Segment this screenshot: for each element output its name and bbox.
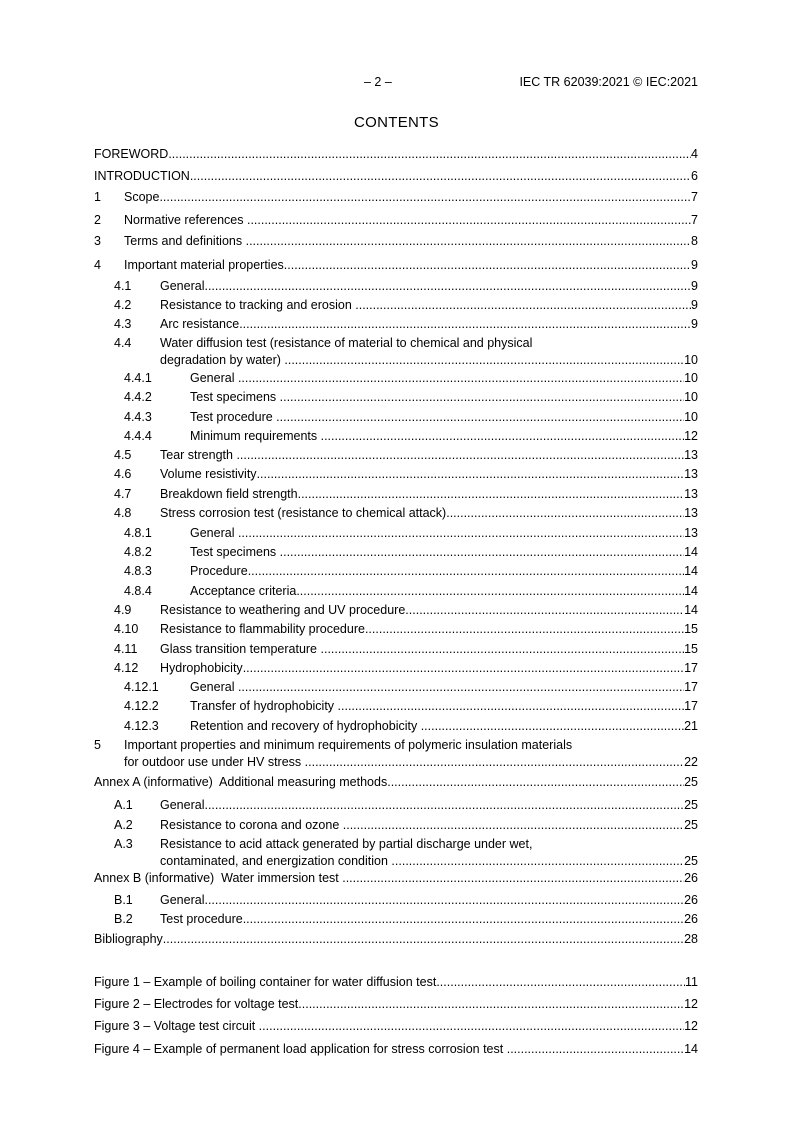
toc-entry-number: 4.10 [114,622,139,636]
toc-entry-label-line1: Important properties and minimum requirements of polymeric insulation materials [124,738,573,752]
toc-entry-page: 22 [684,755,698,769]
dot-leader [305,754,684,771]
toc-entry[interactable] [94,931,698,948]
toc-entry[interactable] [94,370,698,387]
toc-entry-label: Procedure [190,564,248,578]
toc-entry-label: General [190,371,238,385]
toc-entry-label: Bibliography [94,932,163,946]
toc-entry-page: 6 [691,169,698,183]
toc-entry-page: 15 [684,642,698,656]
toc-entry-label: Annex B (informative) Water immersion test [94,871,343,885]
dot-leader [259,1018,684,1035]
toc-entry-number: A.3 [114,837,133,851]
toc-entry-page: 28 [684,932,698,946]
dot-leader [248,563,684,580]
toc-entry-page: 25 [684,798,698,812]
dot-leader [257,466,685,483]
dot-leader [436,974,685,991]
toc-entry-number: 5 [94,738,101,752]
toc-entry[interactable] [94,505,698,522]
toc-entry-label: Breakdown field strength [160,487,298,501]
dot-leader [243,660,684,677]
toc-entry[interactable] [94,335,698,369]
toc-entry[interactable] [94,486,698,503]
toc-entry[interactable] [94,660,698,677]
toc-entry-page: 8 [691,234,698,248]
toc-entry-label: Test specimens [190,390,280,404]
toc-entry-number: 4.3 [114,317,132,331]
toc-entry-label: Arc resistance [160,317,240,331]
page-number: – 2 – [364,75,392,89]
toc-entry[interactable] [94,257,698,274]
toc-entry-number: 4.1 [114,279,132,293]
toc-entry-page: 14 [684,584,698,598]
toc-entry[interactable] [94,146,698,163]
toc-entry[interactable] [94,621,698,638]
toc-entry-label: Test procedure [190,410,277,424]
dot-leader [298,996,684,1013]
dot-leader [355,297,691,314]
toc-entry-number: 4.2 [114,298,132,312]
dot-leader [238,370,684,387]
toc-entry-page: 14 [684,545,698,559]
toc-entry-number: 1 [94,190,101,204]
toc-entry[interactable] [94,428,698,445]
figure-entry-page: 12 [684,1019,698,1033]
toc-entry-label: Transfer of hydrophobicity [190,699,338,713]
toc-entry-label: contaminated, and energization condition [160,854,392,868]
dot-leader [342,870,684,887]
toc-entry-page: 14 [684,603,698,617]
toc-entry[interactable] [94,447,698,464]
toc-entry-number: 4.8.3 [124,564,152,578]
dot-leader [239,316,691,333]
toc-entry[interactable] [94,774,698,791]
toc-entry-number: 4.8.2 [124,545,152,559]
toc-entry[interactable] [94,911,698,928]
toc-entry-page: 10 [684,353,698,367]
figure-entry-page: 14 [684,1042,698,1056]
dot-leader [391,853,684,870]
toc-entry-page: 13 [684,487,698,501]
figure-entry[interactable] [94,974,698,991]
dot-leader [238,525,684,542]
toc-entry[interactable] [94,679,698,696]
dot-leader [190,168,691,185]
toc-entry-label: Hydrophobicity [160,661,243,675]
contents-title: CONTENTS [354,114,439,131]
toc-entry-label: degradation by water) [160,353,285,367]
toc-entry-label: Test specimens [190,545,280,559]
toc-entry-number: 4.12.1 [124,680,159,694]
toc-entry[interactable] [94,817,698,834]
figure-entry[interactable] [94,1018,698,1035]
toc-entry-number: 4.11 [114,642,138,656]
toc-entry-page: 10 [684,390,698,404]
figure-entry-label: Figure 4 – Example of permanent load application for stress corrosion test [94,1042,507,1056]
toc-entry-number: 4.6 [114,467,132,481]
toc-entry[interactable] [94,641,698,658]
toc-entry-page: 25 [684,854,698,868]
toc-entry-page: 25 [684,818,698,832]
toc-entry-label: General [160,798,205,812]
toc-entry-page: 13 [684,526,698,540]
toc-entry-label: Terms and definitions [124,234,246,248]
toc-entry[interactable] [94,563,698,580]
toc-entry[interactable] [94,525,698,542]
toc-entry-label: Resistance to flammability procedure [160,622,365,636]
toc-entry-label: INTRODUCTION [94,169,190,183]
toc-entry[interactable] [94,892,698,909]
toc-entry-label: Retention and recovery of hydrophobicity [190,719,421,733]
toc-entry-number: 4.8.4 [124,584,152,598]
toc-entry[interactable] [94,698,698,715]
toc-entry-number: 2 [94,213,101,227]
toc-entry-label: Normative references [124,213,247,227]
toc-entry-label: Resistance to weathering and UV procedure [160,603,406,617]
dot-leader [204,892,684,909]
dot-leader [284,257,691,274]
dot-leader [338,698,685,715]
toc-entry[interactable] [94,233,698,250]
toc-entry-number: A.1 [114,798,133,812]
toc-entry-page: 7 [691,190,698,204]
toc-entry-page: 13 [684,467,698,481]
figure-entry-page: 11 [685,975,698,989]
toc-entry-label: Minimum requirements [190,429,321,443]
toc-entry-page: 9 [691,258,698,272]
toc-entry-label-line1: Water diffusion test (resistance of material to chemical and physical [160,336,533,350]
toc-entry-page: 7 [691,213,698,227]
figure-entry-label: Figure 1 – Example of boiling container for water diffusion test [94,975,437,989]
dot-leader [246,233,691,250]
dot-leader [280,389,684,406]
toc-entry-label: General [160,893,205,907]
toc-entry-label: Resistance to corona and ozone [160,818,343,832]
dot-leader [168,146,691,163]
figure-entry[interactable] [94,996,698,1013]
dot-leader [238,679,684,696]
figure-entry-label: Figure 3 – Voltage test circuit [94,1019,259,1033]
dot-leader [405,602,684,619]
toc-entry[interactable] [94,836,698,870]
dot-leader [159,189,691,206]
dot-leader [296,583,684,600]
toc-entry[interactable] [94,409,698,426]
toc-entry-label: Stress corrosion test (resistance to chemical attack) [160,506,447,520]
toc-entry-number: 4.9 [114,603,132,617]
toc-entry[interactable] [94,718,698,735]
dot-leader [236,447,684,464]
toc-entry[interactable] [94,389,698,406]
dot-leader [321,641,685,658]
toc-entry-page: 17 [684,699,698,713]
toc-entry-page: 14 [684,564,698,578]
toc-entry-page: 26 [684,912,698,926]
toc-entry-number: 4.12.2 [124,699,159,713]
dot-leader [365,621,684,638]
toc-entry-number: 4.4.4 [124,429,152,443]
toc-entry-page: 12 [684,429,698,443]
toc-entry-number: 4.8.1 [124,526,152,540]
toc-entry-number: 4.7 [114,487,132,501]
toc-entry-page: 21 [684,719,698,733]
toc-entry-label: Resistance to tracking and erosion [160,298,356,312]
toc-entry-page: 9 [691,317,698,331]
toc-entry-number: 4.12.3 [124,719,159,733]
toc-entry-label: Glass transition temperature [160,642,321,656]
toc-entry-label-line1: Resistance to acid attack generated by partial discharge under wet, [160,837,533,851]
toc-entry-page: 9 [691,279,698,293]
toc-entry-number: 4.12 [114,661,139,675]
toc-entry-number: 4 [94,258,101,272]
dot-leader [163,931,684,948]
toc-entry-label: General [190,680,238,694]
toc-entry-label: FOREWORD [94,147,169,161]
dot-leader [387,774,684,791]
toc-entry[interactable] [94,316,698,333]
dot-leader [276,409,684,426]
toc-entry-number: A.2 [114,818,133,832]
toc-entry[interactable] [94,189,698,206]
figure-entry-page: 12 [684,997,698,1011]
toc-entry-page: 10 [684,371,698,385]
toc-entry-number: 4.4.3 [124,410,152,424]
toc-entry[interactable] [94,168,698,185]
dot-leader [280,544,684,561]
toc-entry-page: 17 [684,680,698,694]
dot-leader [446,505,684,522]
dot-leader [343,817,684,834]
toc-entry-label: Acceptance criteria [190,584,297,598]
toc-entry-number: 4.4.1 [124,371,152,385]
dot-leader [507,1041,684,1058]
toc-entry-label: Tear strength [160,448,237,462]
dot-leader [321,428,685,445]
toc-entry-label: General [190,526,238,540]
toc-entry[interactable] [94,297,698,314]
toc-entry-number: 4.4 [114,336,132,350]
dot-leader [284,352,684,369]
toc-entry-page: 26 [684,893,698,907]
toc-entry-label: Test procedure [160,912,243,926]
toc-entry-label: General [160,279,205,293]
toc-entry-number: B.2 [114,912,133,926]
toc-entry[interactable] [94,583,698,600]
toc-entry[interactable] [94,797,698,814]
toc-entry-page: 4 [691,147,698,161]
toc-entry-page: 13 [684,506,698,520]
toc-entry[interactable] [94,737,698,771]
dot-leader [243,911,684,928]
dot-leader [421,718,684,735]
figure-entry-label: Figure 2 – Electrodes for voltage test [94,997,299,1011]
toc-entry[interactable] [94,602,698,619]
dot-leader [298,486,685,503]
dot-leader [204,797,684,814]
page-header [94,75,698,93]
toc-entry-page: 15 [684,622,698,636]
toc-entry[interactable] [94,212,698,229]
toc-entry-number: 4.8 [114,506,132,520]
toc-entry-label: Scope [124,190,160,204]
toc-entry[interactable] [94,278,698,295]
toc-entry-label: Important material properties [124,258,284,272]
toc-entry-label: for outdoor use under HV stress [124,755,305,769]
toc-entry-number: 4.5 [114,448,132,462]
toc-entry[interactable] [94,544,698,561]
toc-entry-page: 26 [684,871,698,885]
toc-entry-page: 13 [684,448,698,462]
toc-entry-label: Volume resistivity [160,467,257,481]
document-id: IEC TR 62039:2021 © IEC:2021 [519,75,698,89]
toc-entry-page: 25 [684,775,698,789]
figure-entry[interactable] [94,1041,698,1058]
toc-entry-number: 3 [94,234,101,248]
toc-entry-number: 4.4.2 [124,390,152,404]
toc-entry-number: B.1 [114,893,133,907]
toc-entry[interactable] [94,466,698,483]
toc-entry-page: 10 [684,410,698,424]
toc-entry-page: 9 [691,298,698,312]
toc-entry-label: Annex A (informative) Additional measuring methods [94,775,388,789]
toc-entry[interactable] [94,870,698,887]
dot-leader [204,278,691,295]
dot-leader [247,212,691,229]
toc-entry-page: 17 [684,661,698,675]
